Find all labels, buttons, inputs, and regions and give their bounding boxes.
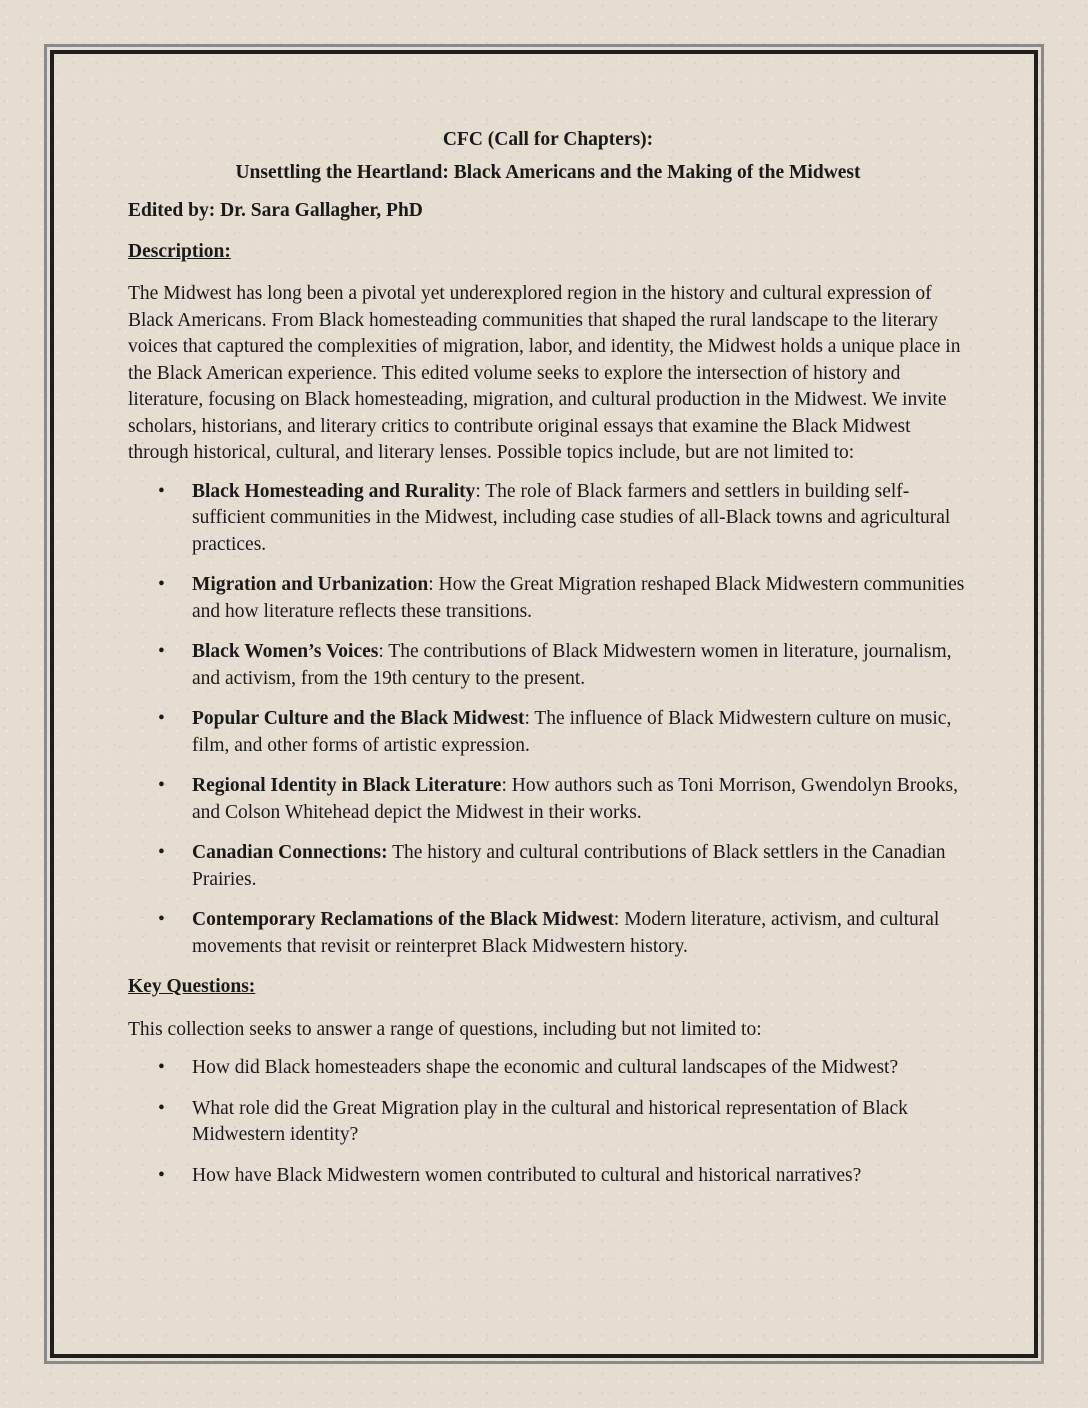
bullet-icon: •: [158, 775, 165, 796]
topic-term: Black Homesteading and Rurality: [192, 480, 476, 502]
bullet-icon: •: [158, 1164, 165, 1186]
question-text: How have Black Midwestern women contributed to cultural and historical narratives?: [192, 1164, 862, 1186]
question-item: [128, 1055, 968, 1082]
topic-term: Contemporary Reclamations of the Black Midwest: [192, 909, 614, 930]
topic-term: Regional Identity in Black Literature: [192, 775, 502, 796]
question-item: [128, 1096, 968, 1149]
topic-item: [128, 639, 968, 692]
key-questions-heading: Key Questions:: [128, 976, 256, 997]
topic-term: Migration and Urbanization: [192, 574, 429, 595]
question-text: What role did the Great Migration play in the cultural and historical representation of Black Midwestern identity?: [192, 1097, 908, 1145]
description-heading: Description:: [128, 240, 231, 262]
topic-term: Canadian Connections:: [192, 842, 388, 863]
topic-item: [128, 773, 968, 826]
title-line-1: CFC (Call for Chapters):: [442, 129, 654, 150]
topic-item: [128, 840, 968, 893]
topic-text: How the Great Migration reshaped Black Midwestern communities and how literature reflects these transitions.: [192, 574, 965, 622]
topics-list: [128, 479, 968, 961]
topic-term: Popular Culture and the Black Midwest: [192, 708, 525, 729]
description-paragraph: The Midwest has long been a pivotal yet underexplored region in the history and cultural expression of Black Americans. From Black homesteading communities that shaped the rural landscape to the literary voices that captured the complexities of migration, labor, and identity, the Midwest holds a unique place in the Black American experience. This edited volume seeks to explore the intersection of history and literature, focusing on Black homesteading, migration, and cultural production in the Midwest. We invite scholars, historians, and literary critics to contribute original essays that examine the Black Midwest through historical, cultural, and literary lenses. Possible topics include, but are not limited to:: [128, 283, 961, 463]
editor-line: Edited by: Dr. Sara Gallagher, PhD: [128, 200, 423, 221]
document-body: [128, 127, 968, 1203]
topic-text: How authors such as Toni Morrison, Gwendolyn Brooks, and Colson Whitehead depict the Midwest in their works.: [192, 775, 958, 823]
title-line-2: Unsettling the Heartland: Black Americans and the Making of the Midwest: [235, 161, 861, 183]
topic-item: [128, 479, 968, 559]
topic-item: [128, 572, 968, 625]
bullet-icon: •: [158, 1057, 165, 1078]
bullet-icon: •: [158, 1097, 165, 1119]
topic-item: [128, 907, 968, 960]
bullet-icon: •: [158, 708, 165, 729]
question-item: [128, 1163, 968, 1190]
bullet-icon: •: [158, 909, 165, 930]
bullet-icon: •: [158, 842, 165, 863]
topic-separator: :: [378, 641, 384, 662]
topic-separator: :: [475, 480, 481, 502]
topic-item: [128, 706, 968, 759]
topic-text: The role of Black farmers and settlers in building self-sufficient communities in the Midwest, including case studies of all-Black towns and agricultural practices.: [192, 480, 951, 555]
questions-intro: This collection seeks to answer a range of questions, including but not limited to:: [128, 1018, 762, 1040]
bullet-icon: •: [158, 480, 165, 502]
topic-text: The contributions of Black Midwestern women in literature, journalism, and activism, from the 19th century to the present.: [192, 641, 952, 689]
topic-text: The history and cultural contributions of Black settlers in the Canadian Prairies.: [192, 842, 946, 890]
topic-text: Modern literature, activism, and cultural movements that revisit or reinterpret Black Midwestern history.: [192, 909, 940, 957]
topic-separator: :: [613, 909, 620, 930]
topic-separator: :: [501, 775, 507, 796]
bullet-icon: •: [158, 574, 165, 595]
bullet-icon: •: [158, 641, 165, 662]
question-text: How did Black homesteaders shape the economic and cultural landscapes of the Midwest?: [192, 1057, 899, 1078]
topic-separator: :: [524, 708, 530, 729]
questions-list: [128, 1055, 968, 1189]
topic-text: The influence of Black Midwestern culture on music, film, and other forms of artistic expression.: [192, 708, 952, 756]
topic-term: Black Women’s Voices: [192, 641, 379, 662]
topic-separator: :: [428, 574, 434, 595]
